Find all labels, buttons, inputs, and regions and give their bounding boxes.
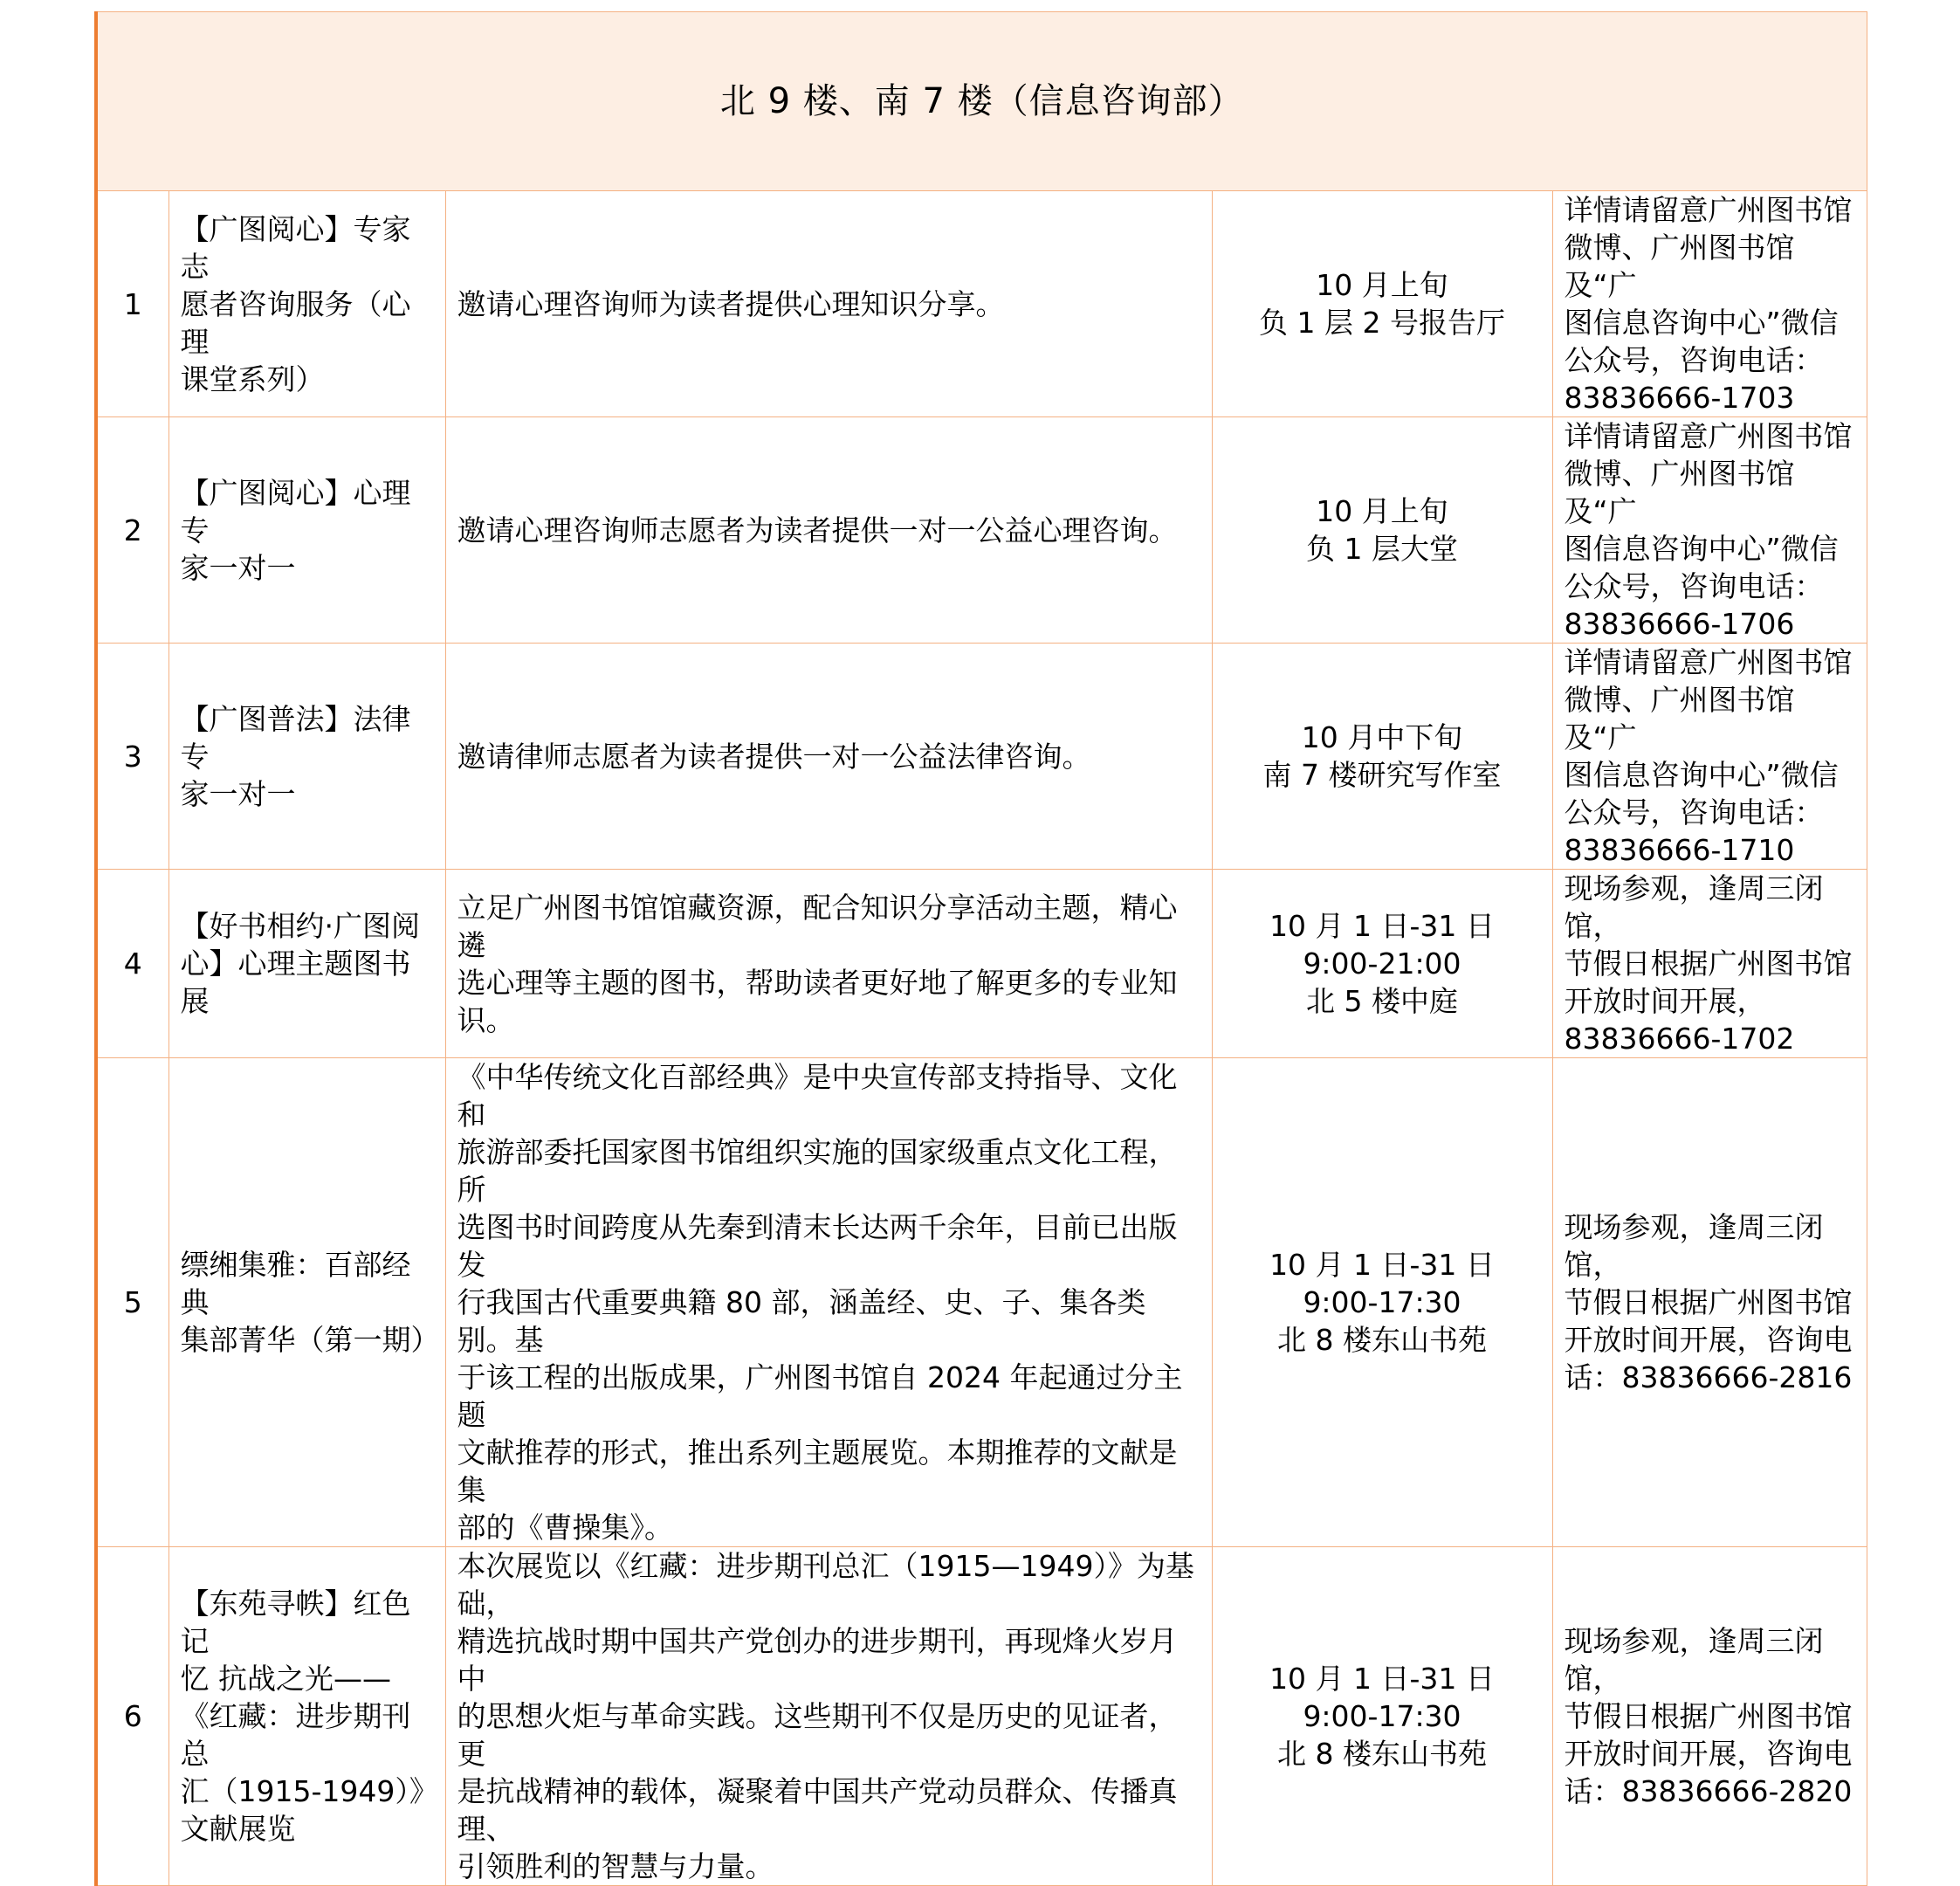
time-place-line: 北 8 楼东山书苑 [1277, 1323, 1487, 1357]
activity-description-cell [445, 870, 1212, 1058]
activity-description-line: 行我国古代重要典籍 80 部，涵盖经、史、子、集各类别。基 [457, 1285, 1146, 1357]
row-number-cell: 2 [96, 417, 168, 644]
time-place-line: 10 月上旬 [1316, 494, 1448, 528]
activity-name-cell [168, 644, 445, 870]
time-place-line: 负 1 层 2 号报告厅 [1259, 306, 1505, 340]
activity-name-line: 文献展览 [180, 1812, 296, 1846]
row-number-cell: 4 [96, 870, 168, 1058]
time-place-cell [1212, 644, 1552, 870]
note-line: 83836666-1706 [1564, 607, 1795, 641]
table-row [96, 191, 1867, 417]
activity-description-cell [445, 644, 1212, 870]
time-place-line: 南 7 楼研究写作室 [1262, 758, 1502, 792]
time-place-cell [1212, 1547, 1552, 1886]
time-place-line: 9:00-17:30 [1303, 1699, 1461, 1733]
activity-description-cell [445, 191, 1212, 417]
note-cell [1552, 870, 1867, 1058]
note-line: 图信息咨询中心”微信 [1564, 306, 1839, 340]
time-place-cell [1212, 417, 1552, 644]
activity-name-cell [168, 870, 445, 1058]
activity-description-line: 邀请律师志愿者为读者提供一对一公益法律咨询。 [457, 739, 1091, 774]
activity-description-line: 于该工程的出版成果，广州图书馆自 2024 年起通过分主题 [457, 1360, 1183, 1432]
activity-name-line: 【好书相约·广图阅 [180, 909, 420, 943]
activity-description-line: 立足广州图书馆馆藏资源，配合知识分享活动主题，精心遴 [457, 890, 1178, 962]
note-line: 现场参观，逢周三闭馆， [1564, 1624, 1824, 1696]
time-place-line: 10 月 1 日-31 日 [1269, 909, 1495, 943]
activity-description-line: 部的《曹操集》。 [457, 1511, 673, 1545]
activity-name-cell [168, 1547, 445, 1886]
activity-name-line: 《红藏：进步期刊总 [180, 1699, 411, 1771]
note-line: 83836666-1703 [1564, 381, 1795, 415]
activity-name-line: 【广图普法】法律专 [180, 701, 411, 774]
note-line: 图信息咨询中心”微信 [1564, 532, 1839, 566]
note-cell [1552, 1547, 1867, 1886]
note-cell [1552, 1058, 1867, 1547]
note-line: 微博、广州图书馆及“广 [1564, 457, 1795, 528]
note-line: 83836666-1710 [1564, 833, 1795, 867]
table-row [96, 1058, 1867, 1547]
activity-name-line: 缥缃集雅：百部经典 [180, 1248, 411, 1319]
note-line: 公众号，咨询电话： [1564, 569, 1824, 603]
activity-name-cell [168, 191, 445, 417]
time-place-line: 10 月 1 日-31 日 [1269, 1248, 1495, 1282]
note-cell [1552, 417, 1867, 644]
time-place-line: 9:00-17:30 [1303, 1285, 1461, 1319]
activity-name-line: 汇（1915-1949）》 [180, 1774, 438, 1808]
activity-description-line: 邀请心理咨询师为读者提供心理知识分享。 [457, 286, 1005, 321]
activity-description-line: 是抗战精神的载体，凝聚着中国共产党动员群众、传播真理、 [457, 1774, 1178, 1846]
note-line: 话：83836666-2816 [1564, 1360, 1853, 1394]
row-number-cell: 5 [96, 1058, 168, 1547]
row-number-cell: 3 [96, 644, 168, 870]
schedule-sheet [94, 11, 1865, 1886]
activity-description-line: 文献推荐的形式，推出系列主题展览。本期推荐的文献是集 [457, 1435, 1178, 1507]
row-number-cell: 1 [96, 191, 168, 417]
note-cell [1552, 644, 1867, 870]
note-line: 公众号，咨询电话： [1564, 343, 1824, 377]
activity-name-cell [168, 1058, 445, 1547]
activity-description-line: 精选抗战时期中国共产党创办的进步期刊，再现烽火岁月中 [457, 1624, 1178, 1696]
table-row [96, 870, 1867, 1058]
time-place-line: 负 1 层大堂 [1306, 532, 1458, 566]
note-line: 微博、广州图书馆及“广 [1564, 231, 1795, 302]
activity-description-line: 引领胜利的智慧与力量。 [457, 1849, 774, 1883]
activity-name-line: 【广图阅心】专家志 [180, 211, 411, 284]
activity-name-line: 【东苑寻帙】红色记 [180, 1587, 411, 1658]
activity-table-body [96, 12, 1867, 1886]
activity-description-line: 选心理等主题的图书，帮助读者更好地了解更多的专业知识。 [457, 965, 1178, 1037]
time-place-line: 10 月中下旬 [1301, 720, 1463, 754]
activity-name-line: 集部菁华（第一期） [180, 1323, 440, 1357]
activity-description-line: 的思想火炬与革命实践。这些期刊不仅是历史的见证者，更 [457, 1699, 1178, 1771]
activity-description-line: 邀请心理咨询师志愿者为读者提供一对一公益心理咨询。 [457, 513, 1178, 547]
note-line: 话：83836666-2820 [1564, 1774, 1853, 1808]
note-line: 开放时间开展， [1564, 984, 1766, 1018]
note-line: 公众号，咨询电话： [1564, 795, 1824, 829]
activity-name-line: 课堂系列） [180, 361, 325, 396]
table-row [96, 417, 1867, 644]
note-line: 节假日根据广州图书馆 [1564, 1699, 1853, 1733]
time-place-cell [1212, 1058, 1552, 1547]
activity-description-line: 旅游部委托国家图书馆组织实施的国家级重点文化工程，所 [457, 1135, 1178, 1207]
activity-name-line: 【广图阅心】心理专 [180, 475, 411, 547]
note-line: 详情请留意广州图书馆 [1564, 419, 1853, 453]
section-header-row [96, 12, 1867, 191]
note-line: 开放时间开展，咨询电 [1564, 1323, 1853, 1357]
table-row [96, 644, 1867, 870]
note-line: 详情请留意广州图书馆 [1564, 645, 1853, 679]
activity-table [94, 11, 1867, 1886]
note-line: 微博、广州图书馆及“广 [1564, 683, 1795, 754]
row-number-cell: 6 [96, 1547, 168, 1886]
note-line: 节假日根据广州图书馆 [1564, 946, 1853, 981]
time-place-line: 10 月 1 日-31 日 [1269, 1662, 1495, 1696]
activity-name-cell [168, 417, 445, 644]
time-place-line: 10 月上旬 [1316, 268, 1448, 302]
note-line: 详情请留意广州图书馆 [1564, 193, 1853, 227]
activity-description-cell [445, 1058, 1212, 1547]
activity-description-line: 本次展览以《红藏：进步期刊总汇（1915—1949）》为基础， [457, 1549, 1194, 1621]
note-line: 图信息咨询中心”微信 [1564, 758, 1839, 792]
activity-name-line: 家一对一 [180, 776, 296, 811]
time-place-cell [1212, 191, 1552, 417]
activity-description-cell [445, 1547, 1212, 1886]
note-line: 现场参观，逢周三闭馆， [1564, 1210, 1824, 1282]
time-place-cell [1212, 870, 1552, 1058]
activity-name-line: 心】心理主题图书展 [180, 946, 411, 1018]
time-place-line: 北 8 楼东山书苑 [1277, 1737, 1487, 1771]
time-place-line: 9:00-21:00 [1303, 946, 1461, 981]
section-title: 北 9 楼、南 7 楼（信息咨询部） [96, 12, 1867, 191]
activity-name-line: 忆 抗战之光—— [180, 1662, 391, 1696]
note-line: 83836666-1702 [1564, 1022, 1795, 1056]
time-place-line: 北 5 楼中庭 [1306, 984, 1458, 1018]
activity-description-line: 选图书时间跨度从先秦到清末长达两千余年，目前已出版发 [457, 1210, 1178, 1282]
table-row [96, 1547, 1867, 1886]
note-cell [1552, 191, 1867, 417]
activity-description-line: 《中华传统文化百部经典》是中央宣传部支持指导、文化和 [457, 1060, 1178, 1132]
note-line: 节假日根据广州图书馆 [1564, 1285, 1853, 1319]
activity-name-line: 家一对一 [180, 550, 296, 585]
note-line: 现场参观，逢周三闭馆， [1564, 871, 1824, 943]
note-line: 开放时间开展，咨询电 [1564, 1737, 1853, 1771]
activity-description-cell [445, 417, 1212, 644]
activity-name-line: 愿者咨询服务（心理 [180, 286, 411, 359]
